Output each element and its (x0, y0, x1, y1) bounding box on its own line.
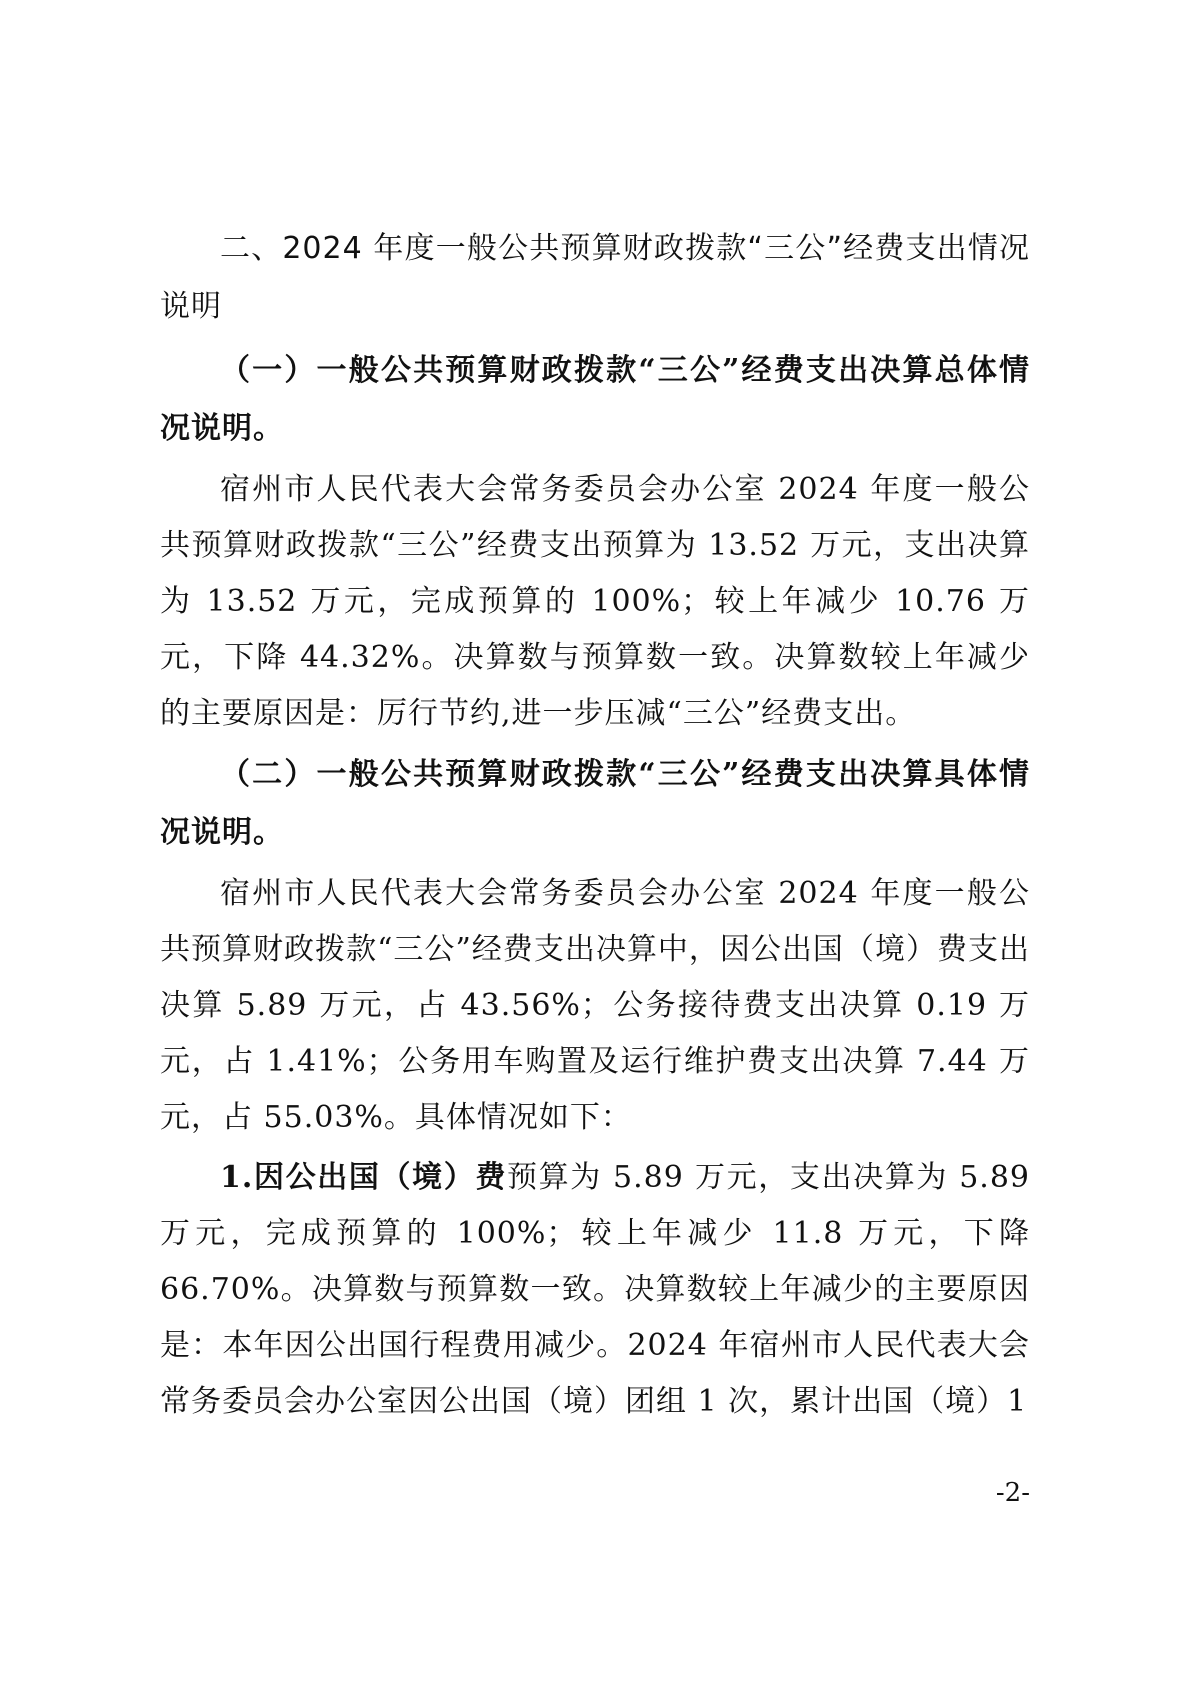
item-1-text: 预算为 5.89 万元，支出决算为 5.89 万元，完成预算的 100%；较上年减少 11.8 万元，下降 66.70%。决算数与预算数一致。决算数较上年减少的主要原因是：本年因公出国行程费用减少。2024 年宿州市人民代表大会常务委员会办公室因公出国（境）团组 1 次，累计出国（境）1 (160, 1160, 1030, 1419)
page-number: -2- (995, 1478, 1030, 1508)
subsection-2-title: （二）一般公共预算财政拨款“三公”经费支出决算具体情况说明。 (160, 757, 1030, 850)
section-title: 二、2024 年度一般公共预算财政拨款“三公”经费支出情况说明 (160, 231, 1030, 324)
subsection-2-paragraph: 宿州市人民代表大会常务委员会办公室 2024 年度一般公共预算财政拨款“三公”经费支出决算中，因公出国（境）费支出决算 5.89 万元，占 43.56%；公务接待费支出决算 0.19 万元，占 1.41%；公务用车购置及运行维护费支出决算 7.44 万元，占 55.03%。具体情况如下： (160, 876, 1030, 1135)
item-1-lead: 1.因公出国（境）费 (220, 1160, 507, 1195)
subsection-1-title: （一）一般公共预算财政拨款“三公”经费支出决算总体情况说明。 (160, 353, 1030, 446)
document-body (160, 220, 1030, 1434)
subsection-1-paragraph: 宿州市人民代表大会常务委员会办公室 2024 年度一般公共预算财政拨款“三公”经费支出预算为 13.52 万元，支出决算为 13.52 万元，完成预算的 100%；较上年减少 10.76 万元，下降 44.32%。决算数与预算数一致。决算数较上年减少的主要原因是：厉行节约,进一步压减“三公”经费支出。 (160, 472, 1030, 731)
item-1-paragraph (160, 1150, 1030, 1430)
